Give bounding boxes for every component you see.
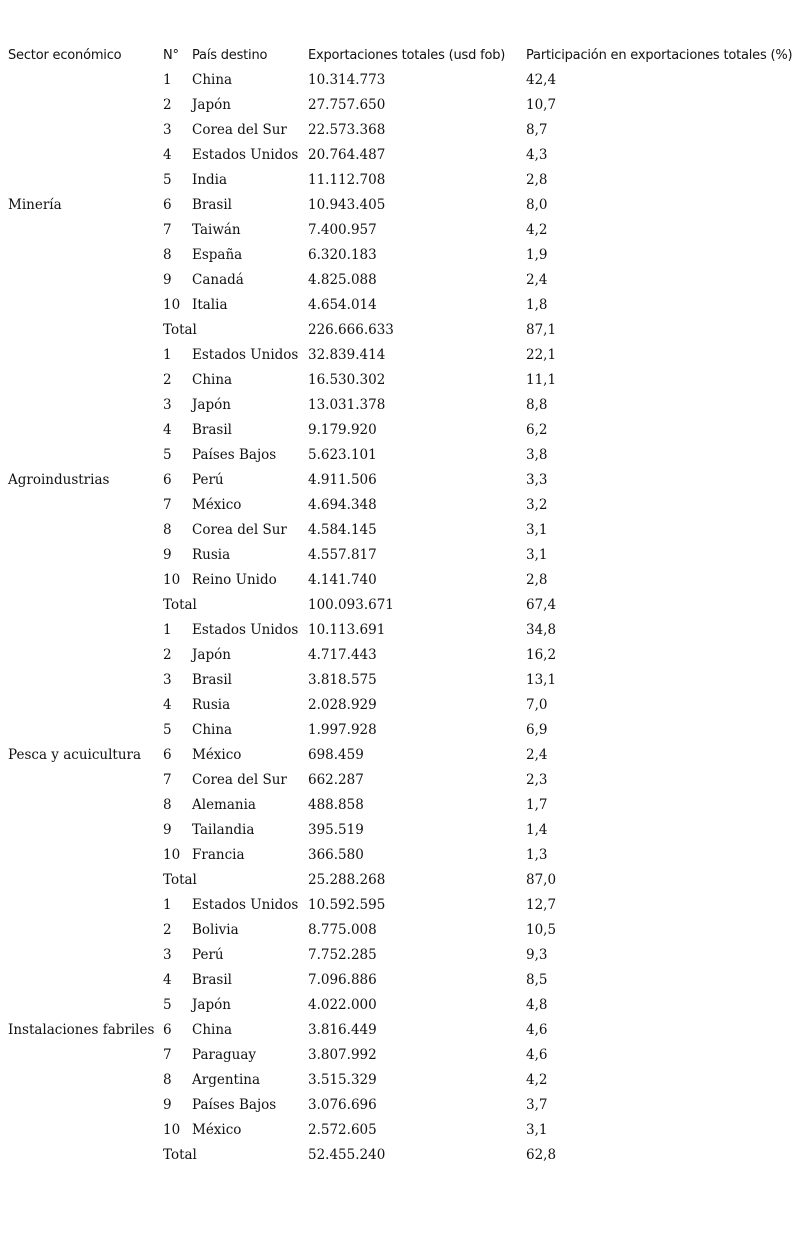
row-number: 7 [163,1047,172,1063]
total-exports: 226.666.633 [308,322,394,338]
exports-value: 4.584.145 [308,522,377,538]
share-value: 7,0 [526,697,548,713]
total-label: Total [163,597,197,613]
exports-value: 488.858 [308,797,364,813]
destination-country: Corea del Sur [192,522,287,538]
share-value: 3,7 [526,1097,548,1113]
exports-value: 5.623.101 [308,447,377,463]
row-number: 6 [163,747,172,763]
row-number: 2 [163,922,172,938]
share-value: 1,8 [526,297,548,313]
exports-value: 4.141.740 [308,572,377,588]
destination-country: Tailandia [192,822,255,838]
row-number: 2 [163,647,172,663]
share-value: 1,9 [526,247,548,263]
table-row [8,418,808,443]
table-row [8,343,808,368]
table-row [8,543,808,568]
table-row [8,893,808,918]
exports-value: 395.519 [308,822,364,838]
table-row [8,243,808,268]
share-value: 4,6 [526,1047,548,1063]
destination-country: China [192,372,233,388]
row-number: 10 [163,1122,181,1138]
header-exports: Exportaciones totales (usd fob) [308,48,506,63]
destination-country: Perú [192,472,224,488]
table-row [8,468,808,493]
share-value: 4,2 [526,222,548,238]
table-row [8,1018,808,1043]
share-value: 22,1 [526,347,557,363]
total-exports: 52.455.240 [308,1147,386,1163]
row-number: 5 [163,722,172,738]
row-number: 7 [163,497,172,513]
row-number: 1 [163,897,172,913]
share-value: 4,8 [526,997,548,1013]
share-value: 2,8 [526,172,548,188]
destination-country: Estados Unidos [192,897,299,913]
row-number: 8 [163,797,172,813]
destination-country: Países Bajos [192,1097,277,1113]
share-value: 2,4 [526,747,548,763]
exports-value: 10.943.405 [308,197,386,213]
row-number: 7 [163,772,172,788]
share-value: 3,1 [526,522,548,538]
share-value: 6,2 [526,422,548,438]
exports-value: 7.096.886 [308,972,377,988]
header-number: N° [163,48,179,63]
sector-name: Minería [8,197,62,213]
exports-value: 27.757.650 [308,97,386,113]
table-row [8,1043,808,1068]
exports-value: 7.752.285 [308,947,377,963]
share-value: 8,0 [526,197,548,213]
exports-value: 3.818.575 [308,672,377,688]
destination-country: China [192,72,233,88]
row-number: 3 [163,947,172,963]
destination-country: Brasil [192,197,232,213]
destination-country: Corea del Sur [192,772,287,788]
share-value: 11,1 [526,372,557,388]
destination-country: Rusia [192,547,231,563]
destination-country: Japón [192,997,231,1013]
table-row [8,768,808,793]
exports-value: 3.076.696 [308,1097,377,1113]
table-row [8,918,808,943]
total-row [8,318,808,343]
share-value: 4,6 [526,1022,548,1038]
destination-country: Japón [192,397,231,413]
table-row [8,568,808,593]
exports-value: 3.515.329 [308,1072,377,1088]
header-share: Participación en exportaciones totales (%) [526,48,793,63]
share-value: 3,2 [526,497,548,513]
total-row [8,1143,808,1168]
share-value: 2,4 [526,272,548,288]
row-number: 3 [163,672,172,688]
row-number: 1 [163,622,172,638]
destination-country: Argentina [192,1072,261,1088]
table-header [8,43,808,68]
destination-country: Perú [192,947,224,963]
exports-value: 366.580 [308,847,364,863]
exports-value: 10.592.595 [308,897,386,913]
exports-value: 4.694.348 [308,497,377,513]
destination-country: Japón [192,97,231,113]
row-number: 6 [163,1022,172,1038]
exports-value: 2.028.929 [308,697,377,713]
destination-country: Taiwán [192,222,241,238]
exports-value: 10.113.691 [308,622,386,638]
exports-value: 4.911.506 [308,472,377,488]
table-row [8,843,808,868]
destination-country: México [192,497,242,513]
table-row [8,393,808,418]
destination-country: Brasil [192,672,232,688]
share-value: 3,8 [526,447,548,463]
total-share: 87,1 [526,322,557,338]
table-row [8,618,808,643]
destination-country: Japón [192,647,231,663]
destination-country: Reino Unido [192,572,277,588]
table-row [8,93,808,118]
exports-value: 2.572.605 [308,1122,377,1138]
destination-country: Brasil [192,972,232,988]
table-row [8,143,808,168]
row-number: 10 [163,297,181,313]
share-value: 1,3 [526,847,548,863]
destination-country: Italia [192,297,228,313]
table-row [8,643,808,668]
sector-name: Pesca y acuicultura [8,747,142,763]
share-value: 8,7 [526,122,548,138]
share-value: 8,5 [526,972,548,988]
row-number: 8 [163,522,172,538]
destination-country: India [192,172,228,188]
destination-country: México [192,747,242,763]
table-row [8,68,808,93]
exports-value: 22.573.368 [308,122,386,138]
exports-value: 3.807.992 [308,1047,377,1063]
row-number: 8 [163,1072,172,1088]
exports-value: 13.031.378 [308,397,386,413]
total-exports: 25.288.268 [308,872,386,888]
share-value: 2,8 [526,572,548,588]
table-row [8,693,808,718]
table-row [8,668,808,693]
total-exports: 100.093.671 [308,597,394,613]
destination-country: Estados Unidos [192,347,299,363]
table-row [8,943,808,968]
table-row [8,368,808,393]
table-row [8,218,808,243]
table-row [8,493,808,518]
total-row [8,868,808,893]
exports-value: 16.530.302 [308,372,386,388]
destination-country: México [192,1122,242,1138]
row-number: 2 [163,372,172,388]
table-row [8,968,808,993]
destination-country: Paraguay [192,1047,257,1063]
share-value: 3,1 [526,547,548,563]
exports-value: 1.997.928 [308,722,377,738]
row-number: 9 [163,822,172,838]
table-row [8,743,808,768]
exports-value: 20.764.487 [308,147,386,163]
row-number: 1 [163,347,172,363]
row-number: 4 [163,972,172,988]
row-number: 5 [163,997,172,1013]
table-row [8,293,808,318]
header-sector: Sector económico [8,48,122,63]
table-row [8,268,808,293]
total-share: 67,4 [526,597,557,613]
exports-table [8,43,808,1168]
exports-value: 4.717.443 [308,647,377,663]
row-number: 1 [163,72,172,88]
row-number: 9 [163,547,172,563]
sector-name: Agroindustrias [8,472,110,488]
share-value: 3,3 [526,472,548,488]
row-number: 10 [163,847,181,863]
table-row [8,718,808,743]
row-number: 7 [163,222,172,238]
share-value: 4,3 [526,147,548,163]
exports-value: 4.825.088 [308,272,377,288]
exports-value: 10.314.773 [308,72,386,88]
destination-country: Corea del Sur [192,122,287,138]
share-value: 10,7 [526,97,557,113]
table-row [8,443,808,468]
destination-country: China [192,722,233,738]
exports-value: 698.459 [308,747,364,763]
share-value: 9,3 [526,947,548,963]
total-label: Total [163,872,197,888]
exports-value: 4.557.817 [308,547,377,563]
header-country: País destino [192,48,268,63]
exports-value: 32.839.414 [308,347,386,363]
share-value: 42,4 [526,72,557,88]
row-number: 4 [163,422,172,438]
row-number: 9 [163,272,172,288]
table-row [8,118,808,143]
total-row [8,593,808,618]
table-row [8,1068,808,1093]
row-number: 6 [163,472,172,488]
exports-value: 9.179.920 [308,422,377,438]
row-number: 4 [163,697,172,713]
total-share: 62,8 [526,1147,557,1163]
table-row [8,193,808,218]
exports-value: 6.320.183 [308,247,377,263]
destination-country: Estados Unidos [192,622,299,638]
exports-value: 662.287 [308,772,364,788]
table-row [8,168,808,193]
total-label: Total [163,1147,197,1163]
destination-country: Países Bajos [192,447,277,463]
table-body [8,68,808,1168]
table-row [8,1118,808,1143]
share-value: 4,2 [526,1072,548,1088]
table-row [8,793,808,818]
share-value: 3,1 [526,1122,548,1138]
destination-country: Rusia [192,697,231,713]
share-value: 2,3 [526,772,548,788]
destination-country: Alemania [192,797,256,813]
row-number: 5 [163,172,172,188]
row-number: 6 [163,197,172,213]
row-number: 3 [163,397,172,413]
sector-name: Instalaciones fabriles [8,1022,155,1038]
table-row [8,993,808,1018]
exports-value: 8.775.008 [308,922,377,938]
share-value: 8,8 [526,397,548,413]
row-number: 4 [163,147,172,163]
share-value: 12,7 [526,897,557,913]
row-number: 2 [163,97,172,113]
destination-country: China [192,1022,233,1038]
exports-value: 4.022.000 [308,997,377,1013]
exports-value: 3.816.449 [308,1022,377,1038]
row-number: 8 [163,247,172,263]
row-number: 9 [163,1097,172,1113]
destination-country: Francia [192,847,245,863]
destination-country: Estados Unidos [192,147,299,163]
total-label: Total [163,322,197,338]
table-row [8,1093,808,1118]
share-value: 13,1 [526,672,557,688]
destination-country: Bolivia [192,922,239,938]
destination-country: Brasil [192,422,232,438]
share-value: 10,5 [526,922,557,938]
row-number: 10 [163,572,181,588]
row-number: 3 [163,122,172,138]
share-value: 1,7 [526,797,548,813]
destination-country: Canadá [192,272,244,288]
share-value: 34,8 [526,622,557,638]
table-row [8,518,808,543]
table-row [8,818,808,843]
row-number: 5 [163,447,172,463]
destination-country: España [192,247,243,263]
exports-value: 11.112.708 [308,172,386,188]
exports-value: 4.654.014 [308,297,377,313]
total-share: 87,0 [526,872,557,888]
share-value: 1,4 [526,822,548,838]
share-value: 6,9 [526,722,548,738]
share-value: 16,2 [526,647,557,663]
exports-value: 7.400.957 [308,222,377,238]
